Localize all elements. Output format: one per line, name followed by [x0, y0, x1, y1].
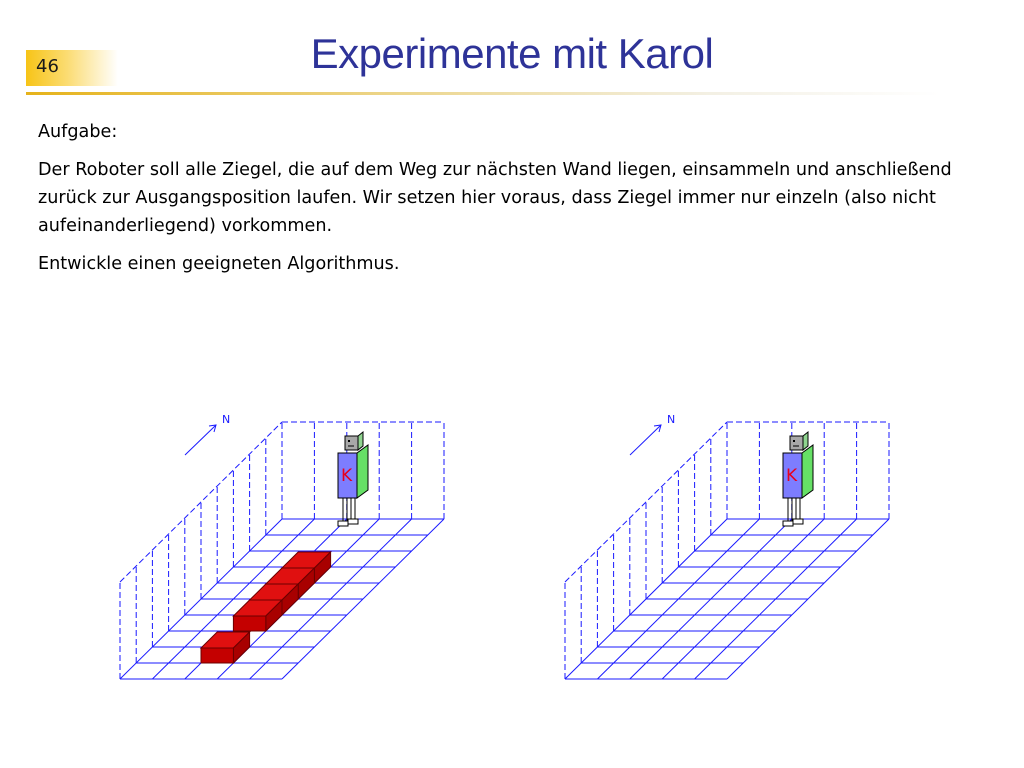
slide-title: Experimente mit Karol	[310, 30, 714, 77]
robot-karol	[338, 432, 368, 526]
compass	[185, 413, 230, 455]
robot-side	[802, 445, 813, 498]
brick-layer	[201, 552, 331, 663]
compass-arrow-icon	[630, 425, 661, 455]
task-instruction: Entwickle einen geeigneten Algorithmus.	[38, 254, 400, 274]
compass	[630, 413, 675, 455]
robot-head-side	[358, 432, 363, 450]
karol-world-before	[100, 405, 460, 695]
world-grid	[120, 422, 444, 679]
robot-head	[345, 436, 358, 450]
robot-left-foot	[338, 521, 348, 526]
robot-right-foot	[348, 519, 358, 524]
robot-right-foot	[793, 519, 803, 524]
slide-number: 46	[36, 56, 59, 77]
karol-world-after	[545, 405, 905, 695]
task-text	[38, 118, 978, 288]
robot-head	[790, 436, 803, 450]
robot-left-foot	[783, 521, 793, 526]
robot-label: K	[341, 466, 353, 486]
brick	[201, 632, 250, 663]
brick	[233, 600, 282, 631]
robot-head-side	[803, 432, 808, 450]
task-description: Der Roboter soll alle Ziegel, die auf dem Weg zur nächsten Wand liegen, einsammeln und anschließend zurück zur Ausgangsposition laufen. Wir setzen hier voraus, dass Ziegel immer nur einzeln (also nicht aufeinanderliegend) vorkommen.	[38, 160, 952, 236]
compass-label: N	[667, 413, 676, 426]
world-grid	[565, 422, 889, 679]
compass-arrow-icon	[185, 425, 216, 455]
title-divider	[26, 92, 940, 95]
task-label: Aufgabe:	[38, 122, 118, 142]
compass-label: N	[222, 413, 231, 426]
robot-karol	[783, 432, 813, 526]
robot-label: K	[786, 466, 798, 486]
robot-side	[357, 445, 368, 498]
